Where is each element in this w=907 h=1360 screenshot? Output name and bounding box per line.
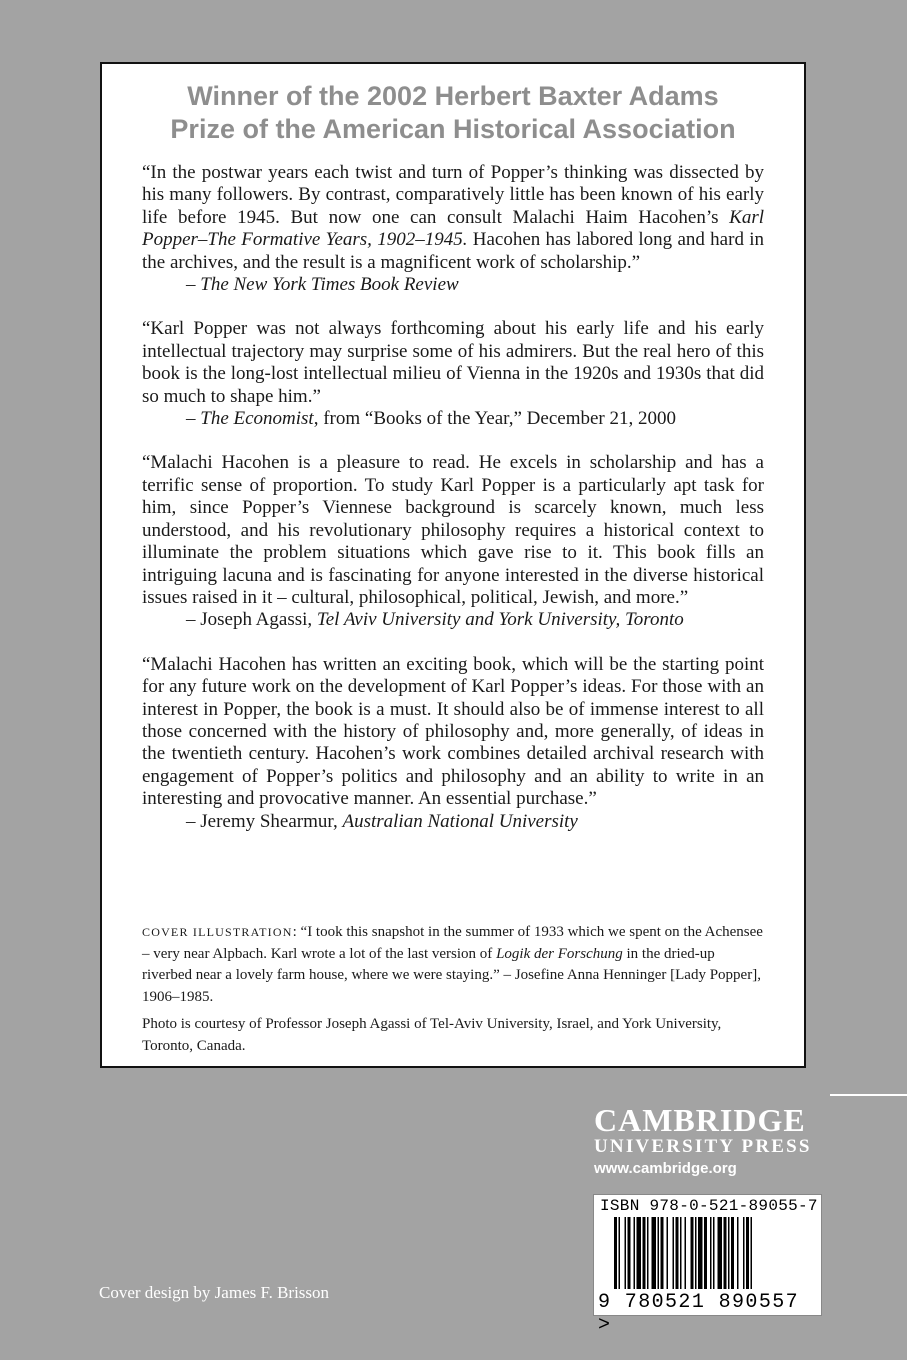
barcode-bar xyxy=(751,1217,753,1289)
barcode-bar xyxy=(724,1217,727,1289)
publisher-url[interactable]: www.cambridge.org xyxy=(594,1160,737,1177)
review-quote-4 xyxy=(142,654,764,833)
publisher-name: CAMBRIDGE xyxy=(594,1102,806,1138)
barcode-bar xyxy=(685,1217,687,1289)
barcode-bar xyxy=(658,1217,660,1289)
cover-illustration-text: COVER ILLUSTRATION: “I took this snapshot in the summer of 1933 which we spent on the Achensee – very near Alpbach. Karl wrote a lot of the last version of Logik der Forschung in the dried-up riverbed near a lovely farm house, where we were staying.” – Josefine Anna Henninger [Lady Popper], 1906–1985. xyxy=(142,924,763,1005)
review-quote-2 xyxy=(142,318,764,430)
quote-text: “Malachi Hacohen has written an exciting book, which will be the starting point for any future work on the development of Karl Popper’s ideas. For those with an interest in Popper, the book is a must. It should also be of immense interest to all those concerned with the history of philosophy and, more generally, of ideas in the twentieth century. Hacohen’s work combines detailed archival research with engagement of Popper’s politics and philosophy and an ability to write in an interesting and provocative manner. An essential purchase.” xyxy=(142,653,764,810)
quote-attribution: – The New York Times Book Review xyxy=(186,274,459,296)
barcode-bar xyxy=(691,1217,694,1289)
back-cover-panel xyxy=(100,62,806,1068)
quote-attribution: – Joseph Agassi, Tel Aviv University and York University, Toronto xyxy=(186,609,684,631)
barcode-bar xyxy=(737,1217,739,1289)
barcode-bar xyxy=(728,1217,730,1289)
barcode-bar xyxy=(614,1217,617,1289)
prize-heading xyxy=(102,80,804,146)
barcode-bar xyxy=(647,1217,649,1289)
barcode-bar xyxy=(746,1217,749,1289)
barcode-bar xyxy=(718,1217,723,1289)
barcode-bar xyxy=(637,1217,642,1289)
barcode-bar xyxy=(695,1217,697,1289)
barcode-bar xyxy=(634,1217,636,1289)
publisher-rule xyxy=(830,1094,907,1096)
isbn-barcode xyxy=(593,1194,822,1337)
review-quote-1 xyxy=(142,162,764,296)
photo-credit: Photo is courtesy of Professor Joseph Agassi of Tel-Aviv University, Israel, and York University, Toronto, Canada. xyxy=(142,1016,722,1054)
quote-attribution: – The Economist, from “Books of the Year,” December 21, 2000 xyxy=(186,408,676,430)
barcode-bar xyxy=(710,1217,712,1289)
barcode-bar xyxy=(667,1217,669,1289)
isbn-label: ISBN 978-0-521-89055-7 xyxy=(600,1197,818,1215)
barcode-bar xyxy=(628,1217,631,1289)
cover-illustration-label: COVER ILLUSTRATION xyxy=(142,925,293,939)
quote-text: “Karl Popper was not always forthcoming about his early life and his early intellectual trajectory may surprise some of his admirers. But the real hero of this book is the long-lost intellectual milieu of Vienna in the 1920s and 1930s that did so much to shape him.” xyxy=(142,318,764,407)
ean-digits: 9 780521 890557 > xyxy=(598,1291,800,1337)
barcode-bar xyxy=(704,1217,707,1289)
cover-illustration-note xyxy=(142,922,764,1063)
barcode-bar xyxy=(625,1217,627,1289)
publisher-press: UNIVERSITY PRESS xyxy=(594,1136,812,1157)
barcode-icon xyxy=(600,1217,816,1291)
barcode-bar xyxy=(643,1217,646,1289)
barcode-bar xyxy=(743,1217,745,1289)
publisher-logo xyxy=(594,1104,812,1180)
review-quote-3 xyxy=(142,452,764,631)
barcode-bar xyxy=(661,1217,664,1289)
quote-attribution: – Jeremy Shearmur, Australian National University xyxy=(186,810,578,832)
cover-designer-credit: Cover design by James F. Brisson xyxy=(99,1283,330,1302)
barcode-bar xyxy=(619,1217,621,1289)
barcode-bar xyxy=(673,1217,675,1289)
quote-text: “Malachi Hacohen is a pleasure to read. He excels in scholarship and has a terrific sense of proportion. To study Karl Popper is a particularly apt task for him, since Popper’s Viennese background is scarcely known, much less understood, and his revolutionary philosophy requires a historical context to illuminate the problem situations which gave rise to it. This book fills an intriguing lacuna and is fascinating for anyone interested in the diverse historical issues raised in it – cultural, philosophical, political, Jewish, and more.” xyxy=(142,452,764,608)
barcode-bar xyxy=(713,1217,715,1289)
review-quotes xyxy=(142,162,764,855)
prize-line-2: Prize of the American Historical Association xyxy=(170,114,736,144)
quote-text: “In the postwar years each twist and turn of Popper’s thinking was dissected by his many followers. By contrast, comparatively little has been known of his early life before 1945. But now one can consult Malachi Haim Hacohen’s Karl Popper–The Formative Years, 1902–1945. Hacohen has labored long and hard in the archives, and the result is a magnificent work of scholarship.” xyxy=(142,162,764,273)
barcode-bar xyxy=(680,1217,682,1289)
barcode-bar xyxy=(652,1217,657,1289)
barcode-bar xyxy=(676,1217,679,1289)
barcode-bar xyxy=(731,1217,734,1289)
prize-line-1: Winner of the 2002 Herbert Baxter Adams xyxy=(187,81,719,111)
barcode-bar xyxy=(698,1217,703,1289)
